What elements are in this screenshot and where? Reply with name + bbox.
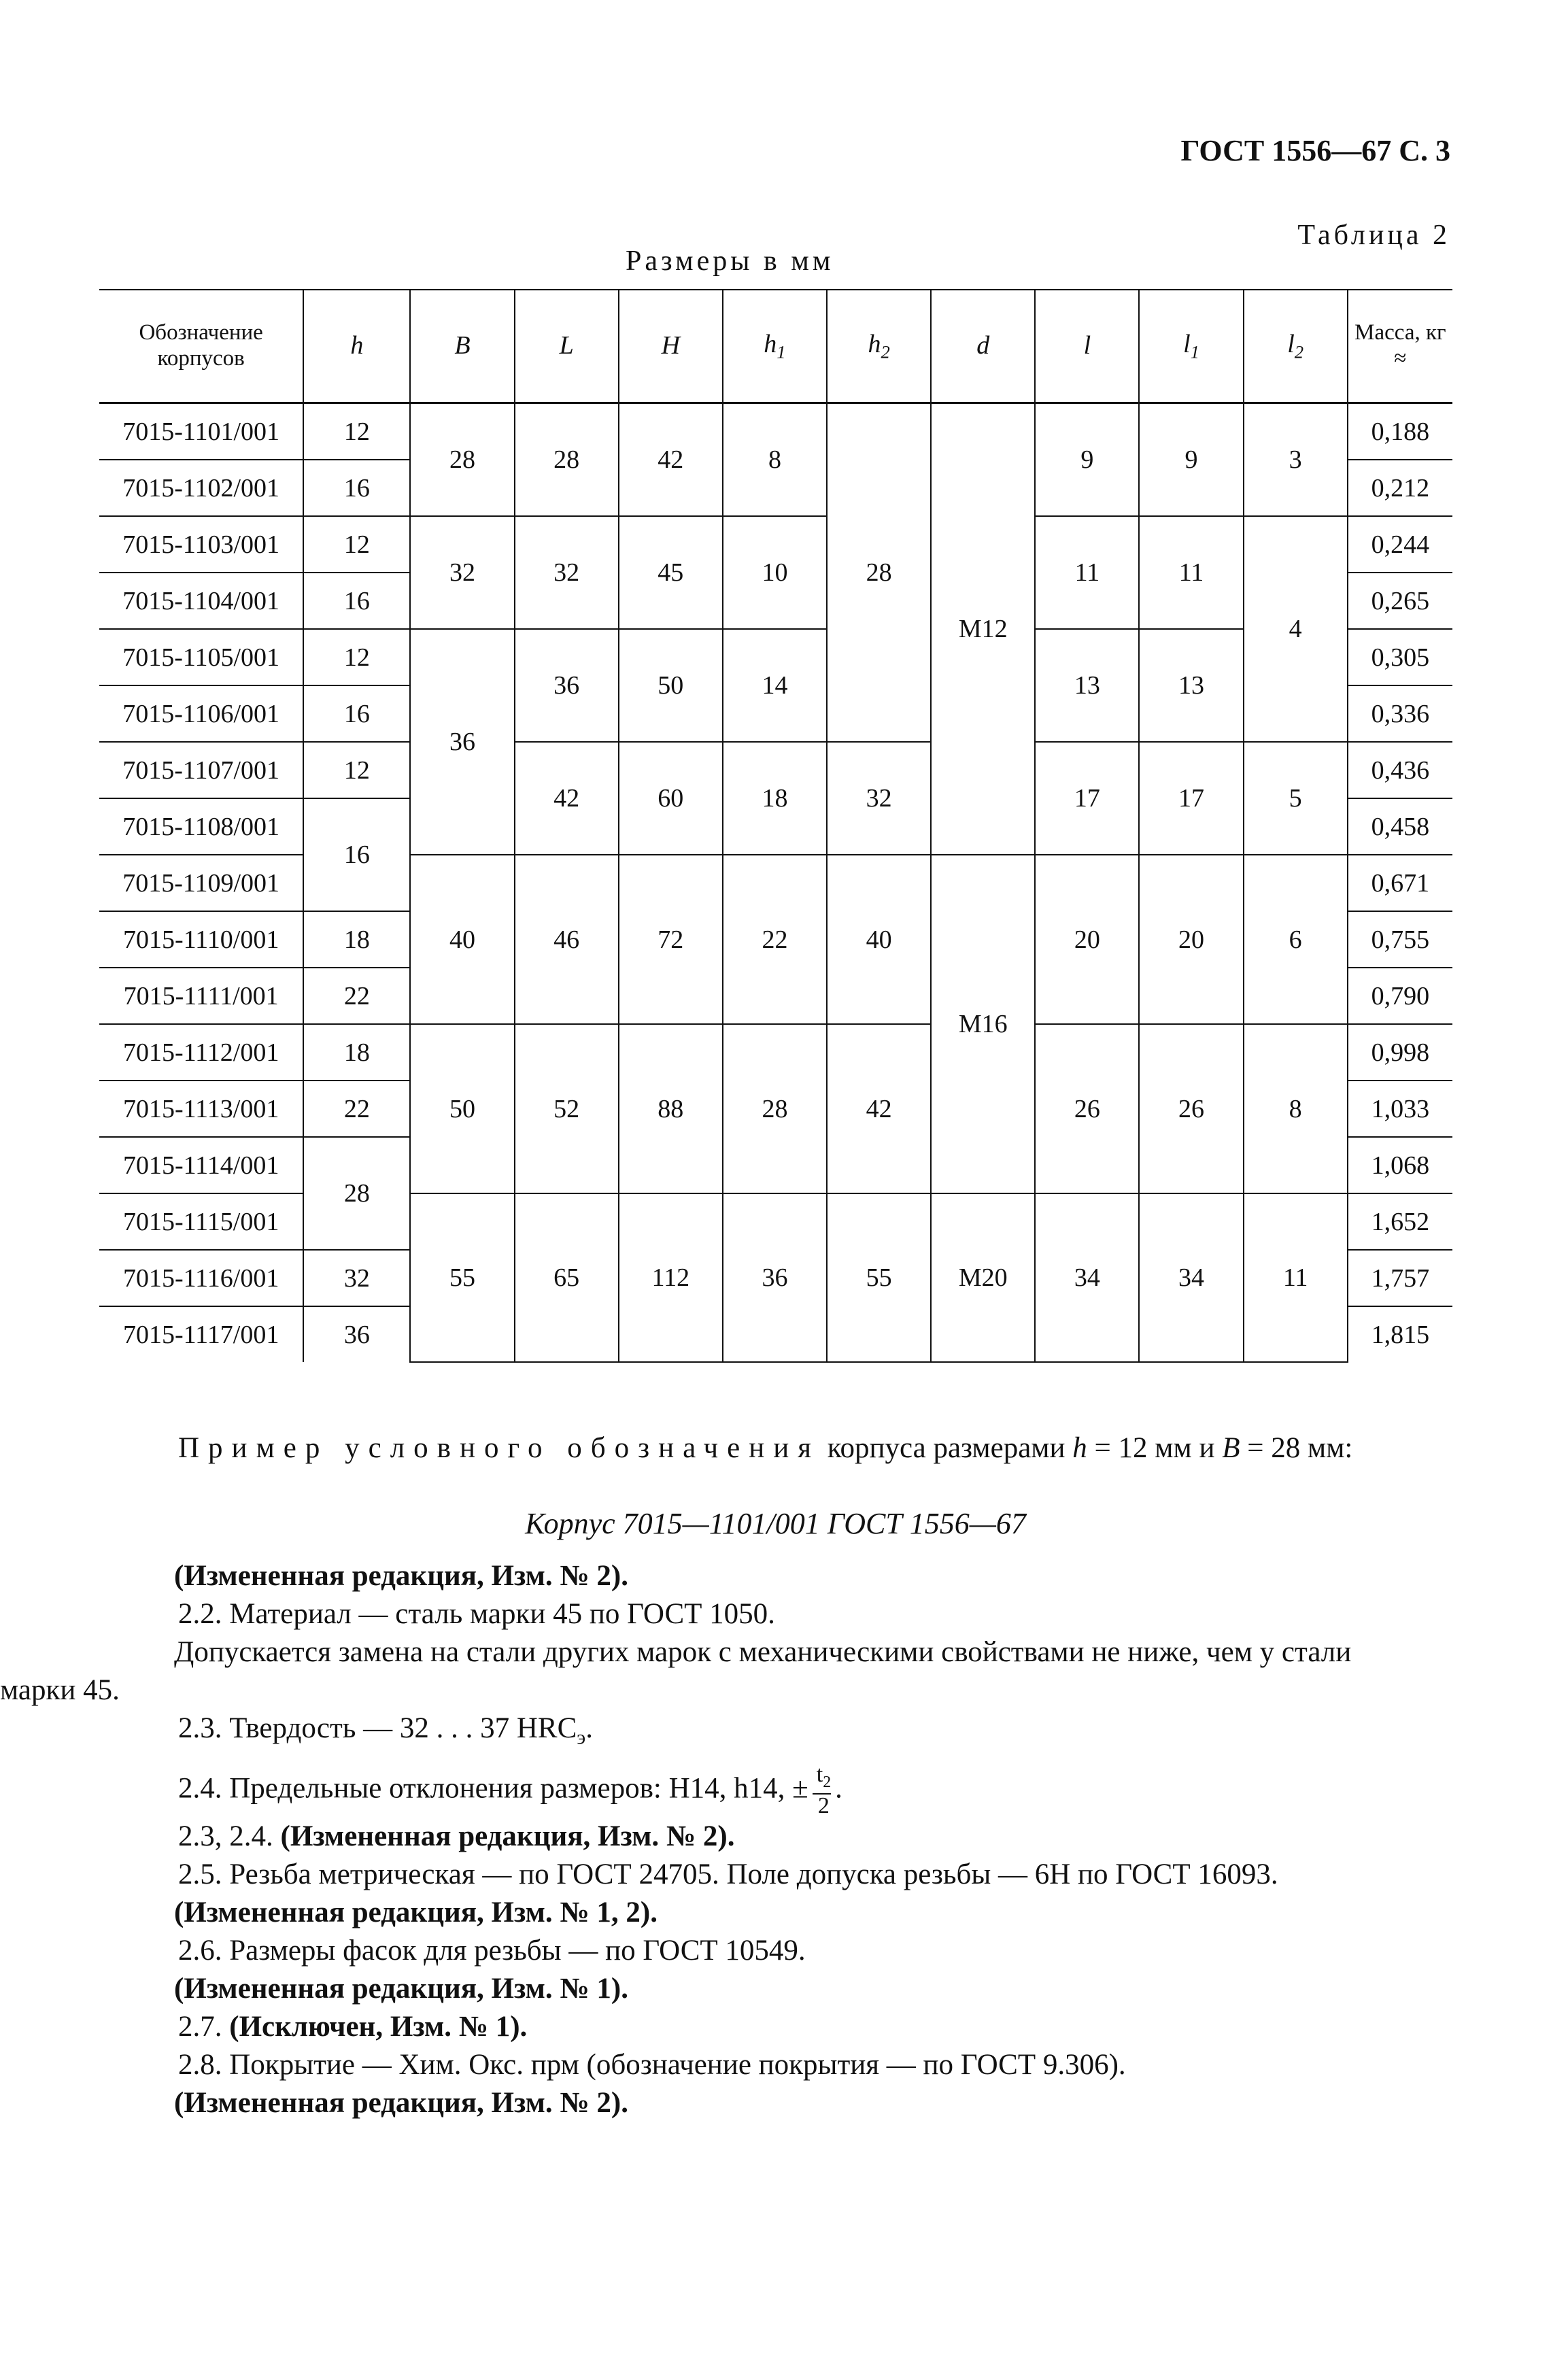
clause-replacement-continued: марки 45. [0,1674,120,1706]
cell-H: 112 [619,1193,723,1362]
cell-h: 16 [303,573,410,629]
cell-l: 34 [1035,1193,1139,1362]
cell-d: M12 [931,403,1035,855]
cell-mass: 0,188 [1348,403,1452,460]
cell-mass: 1,033 [1348,1081,1452,1137]
cell-h1: 14 [723,629,827,742]
clause-edit-note: (Измененная редакция, Изм. № 2). [174,1560,628,1592]
dimensions-table [99,289,1452,1363]
cell-l: 17 [1035,742,1139,855]
header-h: h [303,290,410,403]
cell-l1: 34 [1139,1193,1243,1362]
cell-L: 46 [515,855,619,1024]
cell-B: 32 [410,516,514,629]
cell-B: 28 [410,403,514,517]
cell-d: M20 [931,1193,1035,1362]
cell-mass: 0,790 [1348,968,1452,1024]
cell-mass: 0,244 [1348,516,1452,573]
cell-L: 52 [515,1024,619,1193]
cell-l2: 5 [1244,742,1348,855]
cell-H: 42 [619,403,723,517]
cell-mass: 0,305 [1348,629,1452,685]
cell-l1: 26 [1139,1024,1243,1193]
cell-designation: 7015-1101/001 [99,403,303,460]
cell-h1: 22 [723,855,827,1024]
cell-h: 16 [303,460,410,516]
cell-L: 32 [515,516,619,629]
example-designation: Корпус 7015—1101/001 ГОСТ 1556—67 [525,1507,1026,1540]
cell-h: 12 [303,516,410,573]
cell-h: 12 [303,742,410,798]
header-H: H [619,290,723,403]
cell-l2: 3 [1244,403,1348,517]
cell-l1: 20 [1139,855,1243,1024]
cell-h2: 55 [827,1193,931,1362]
cell-h: 18 [303,911,410,968]
cell-h: 36 [303,1306,410,1362]
table-number: Таблица 2 [1297,220,1450,251]
cell-designation: 7015-1102/001 [99,460,303,516]
dimensions-note: Размеры в мм [626,245,834,277]
clause-2-3-2-4: 2.3, 2.4. (Измененная редакция, Изм. № 2). [178,1820,735,1853]
cell-designation: 7015-1111/001 [99,968,303,1024]
clause-2-5: 2.5. Резьба метрическая — по ГОСТ 24705. Поле допуска резьбы — 6H по ГОСТ 16093. [178,1858,1278,1891]
header-l: l [1035,290,1139,403]
cell-H: 60 [619,742,723,855]
cell-l1: 9 [1139,403,1243,517]
cell-h: 32 [303,1250,410,1306]
cell-h2: 40 [827,855,931,1024]
cell-mass: 0,998 [1348,1024,1452,1081]
cell-l1: 13 [1139,629,1243,742]
cell-designation: 7015-1112/001 [99,1024,303,1081]
clause-2-2: 2.2. Материал — сталь марки 45 по ГОСТ 1050. [178,1598,775,1630]
header-B: B [410,290,514,403]
cell-h1: 10 [723,516,827,629]
example-line [178,1431,1352,1465]
cell-B: 55 [410,1193,514,1362]
cell-H: 45 [619,516,723,629]
cell-mass: 0,671 [1348,855,1452,911]
example-lead: Пример условного обозначения [178,1432,821,1464]
fraction-t2-over-2: $\frac{t_2}{2}$ [813,1763,831,1818]
table-header-row [99,290,1452,403]
table-row [99,403,1452,460]
header-h1: $h_1$ [723,290,827,403]
cell-l2: 11 [1244,1193,1348,1362]
cell-designation: 7015-1110/001 [99,911,303,968]
table-row [99,855,1452,911]
cell-h: 28 [303,1137,410,1250]
cell-l2: 8 [1244,1024,1348,1193]
clause-2-6: 2.6. Размеры фасок для резьбы — по ГОСТ 10549. [178,1935,806,1967]
cell-designation: 7015-1117/001 [99,1306,303,1362]
clause-replacement: Допускается замена на стали других марок с механическими свойствами не ниже, чем у стали [174,1636,1352,1668]
cell-h: 18 [303,1024,410,1081]
header-l1: $l_1$ [1139,290,1243,403]
example-text-3: = 28 мм: [1240,1432,1353,1464]
cell-designation: 7015-1115/001 [99,1193,303,1250]
cell-mass: 0,265 [1348,573,1452,629]
cell-designation: 7015-1104/001 [99,573,303,629]
cell-l: 13 [1035,629,1139,742]
cell-designation: 7015-1105/001 [99,629,303,685]
cell-h: 22 [303,1081,410,1137]
cell-designation: 7015-1107/001 [99,742,303,798]
cell-H: 72 [619,855,723,1024]
cell-B: 36 [410,629,514,855]
cell-mass: 0,336 [1348,685,1452,742]
cell-l: 26 [1035,1024,1139,1193]
cell-h1: 28 [723,1024,827,1193]
clause-2-3: 2.3. Твердость — 32 . . . 37 $HRC_э$. [178,1712,593,1749]
clause-edit-note: (Измененная редакция, Изм. № 2). [174,2087,628,2120]
cell-L: 65 [515,1193,619,1362]
cell-h: 12 [303,629,410,685]
cell-l: 9 [1035,403,1139,517]
cell-mass: 0,212 [1348,460,1452,516]
example-B-symbol: B [1222,1432,1240,1464]
cell-designation: 7015-1109/001 [99,855,303,911]
table-row [99,1193,1452,1250]
cell-l: 11 [1035,516,1139,629]
table-row [99,742,1452,798]
cell-designation: 7015-1103/001 [99,516,303,573]
table-row [99,1024,1452,1081]
cell-d: M16 [931,855,1035,1193]
cell-mass: 1,652 [1348,1193,1452,1250]
cell-l1: 11 [1139,516,1243,629]
cell-h: 16 [303,798,410,911]
example-h-symbol: h [1072,1432,1087,1464]
cell-h2: 28 [827,403,931,743]
cell-mass: 0,436 [1348,742,1452,798]
cell-l2: 4 [1244,516,1348,742]
cell-h: 12 [303,403,410,460]
cell-h1: 8 [723,403,827,517]
header-h2: $h_2$ [827,290,931,403]
cell-L: 36 [515,629,619,742]
cell-H: 50 [619,629,723,742]
cell-l: 20 [1035,855,1139,1024]
cell-h2: 42 [827,1024,931,1193]
cell-B: 50 [410,1024,514,1193]
cell-designation: 7015-1116/001 [99,1250,303,1306]
clauses-section [0,1557,1466,2122]
table-row [99,516,1452,573]
clause-edit-note: (Измененная редакция, Изм. № 1). [174,1973,628,2005]
cell-H: 88 [619,1024,723,1193]
cell-h1: 36 [723,1193,827,1362]
cell-mass: 0,458 [1348,798,1452,855]
cell-L: 42 [515,742,619,855]
clause-2-7: 2.7. (Исключен, Изм. № 1). [178,2011,528,2043]
header-l2: $l_2$ [1244,290,1348,403]
cell-mass: 1,068 [1348,1137,1452,1193]
example-text-1: корпуса размерами [820,1432,1073,1464]
cell-h: 16 [303,685,410,742]
clause-2-4: 2.4. Предельные отклонения размеров: H14, h14, ± $\frac{t_2}{2}$ . [178,1761,842,1819]
cell-mass: 0,755 [1348,911,1452,968]
cell-mass: 1,757 [1348,1250,1452,1306]
header-d: d [931,290,1035,403]
page-header: ГОСТ 1556—67 С. 3 [1180,134,1450,167]
cell-h1: 18 [723,742,827,855]
cell-designation: 7015-1113/001 [99,1081,303,1137]
cell-mass: 1,815 [1348,1306,1452,1362]
cell-h2: 32 [827,742,931,855]
cell-designation: 7015-1108/001 [99,798,303,855]
cell-designation: 7015-1114/001 [99,1137,303,1193]
header-L: L [515,290,619,403]
cell-designation: 7015-1106/001 [99,685,303,742]
example-text-2: = 12 мм и [1087,1432,1223,1464]
clause-edit-note: (Измененная редакция, Изм. № 1, 2). [174,1897,658,1929]
cell-l2: 6 [1244,855,1348,1024]
cell-L: 28 [515,403,619,517]
clause-2-8: 2.8. Покрытие — Хим. Окс. прм (обозначение покрытия — по ГОСТ 9.306). [178,2049,1126,2081]
cell-B: 40 [410,855,514,1024]
cell-h: 22 [303,968,410,1024]
cell-l1: 17 [1139,742,1243,855]
header-mass: Масса, кг ≈ [1348,290,1452,403]
header-designation: Обозначение корпусов [99,290,303,403]
